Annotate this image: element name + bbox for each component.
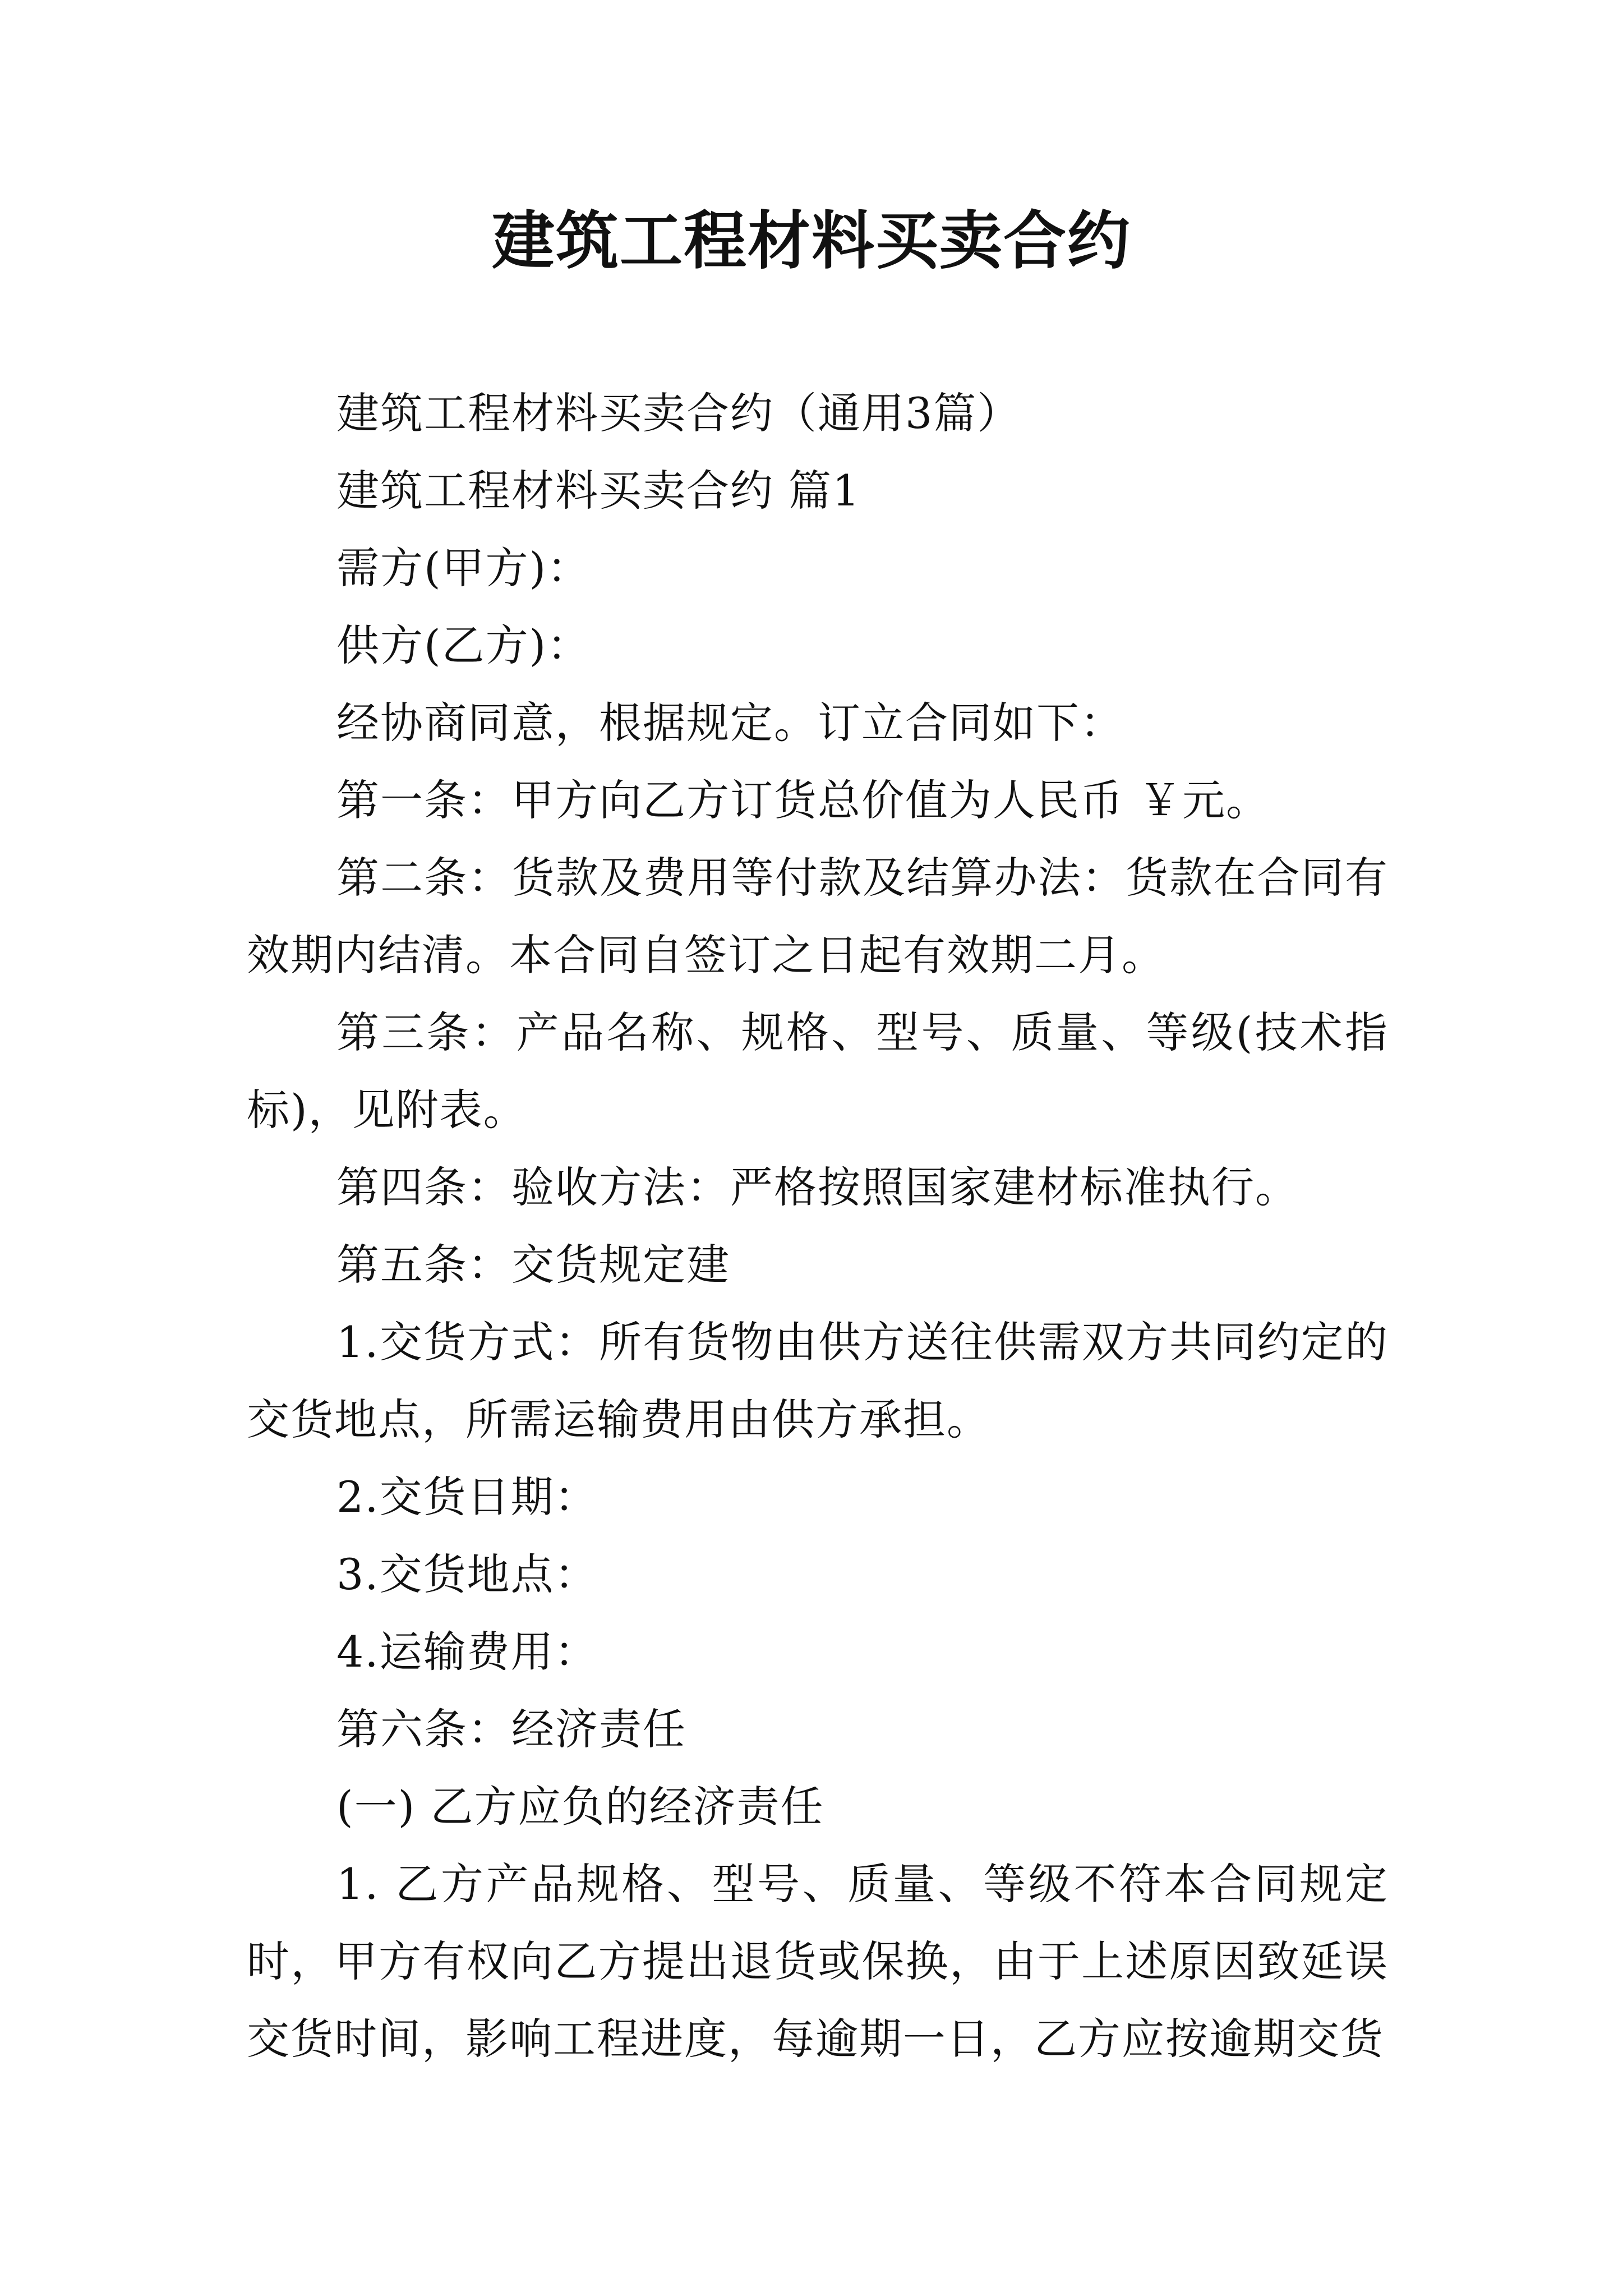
paragraph-delivery-method: 1.交货方式：所有货物由供方送往供需双方共同约定的交货地点，所需运输费用由供方承担。	[247, 1317, 1389, 1444]
paragraph-agreement-intro: 经协商同意，根据规定。订立合同如下：	[336, 698, 1124, 748]
paragraph-supplier: 供方(乙方)：	[336, 620, 591, 670]
paragraph-delivery-location: 3.交货地点：	[336, 1549, 598, 1599]
paragraph-clause-3: 第三条：产品名称、规格、型号、质量、等级(技术指标)，见附表。	[247, 1007, 1389, 1135]
document-title: 建筑工程材料买卖合约	[492, 204, 1131, 278]
paragraph-clause-2: 第二条：货款及费用等付款及结算办法：货款在合同有效期内结清。本合同自签订之日起有效期二月。	[247, 853, 1389, 980]
paragraph-collection-title: 建筑工程材料买卖合约（通用3篇）	[336, 388, 1021, 438]
paragraph-delivery-date: 2.交货日期：	[336, 1472, 598, 1522]
paragraph-article-heading: 建筑工程材料买卖合约 篇1	[336, 466, 861, 516]
paragraph-clause-5: 第五条：交货规定建	[336, 1240, 730, 1290]
paragraph-supplier-liability: (一) 乙方应负的经济责任	[336, 1782, 824, 1832]
paragraph-clause-6: 第六条：经济责任	[336, 1704, 686, 1754]
paragraph-clause-1: 第一条：甲方向乙方订货总价值为人民币 ￥元。	[336, 775, 1270, 825]
paragraph-transport-cost: 4.运输费用：	[336, 1627, 598, 1677]
paragraph-liability-item-1: 1. 乙方产品规格、型号、质量、等级不符本合同规定时，甲方有权向乙方提出退货或保换，由于上述原因致延误交货时间，影响工程进度，每逾期一日，乙方应按逾期交货	[247, 1859, 1389, 2064]
paragraph-buyer: 需方(甲方)：	[336, 543, 591, 593]
paragraph-clause-4: 第四条：验收方法：严格按照国家建材标准执行。	[336, 1162, 1299, 1212]
document-body	[247, 375, 1389, 2078]
